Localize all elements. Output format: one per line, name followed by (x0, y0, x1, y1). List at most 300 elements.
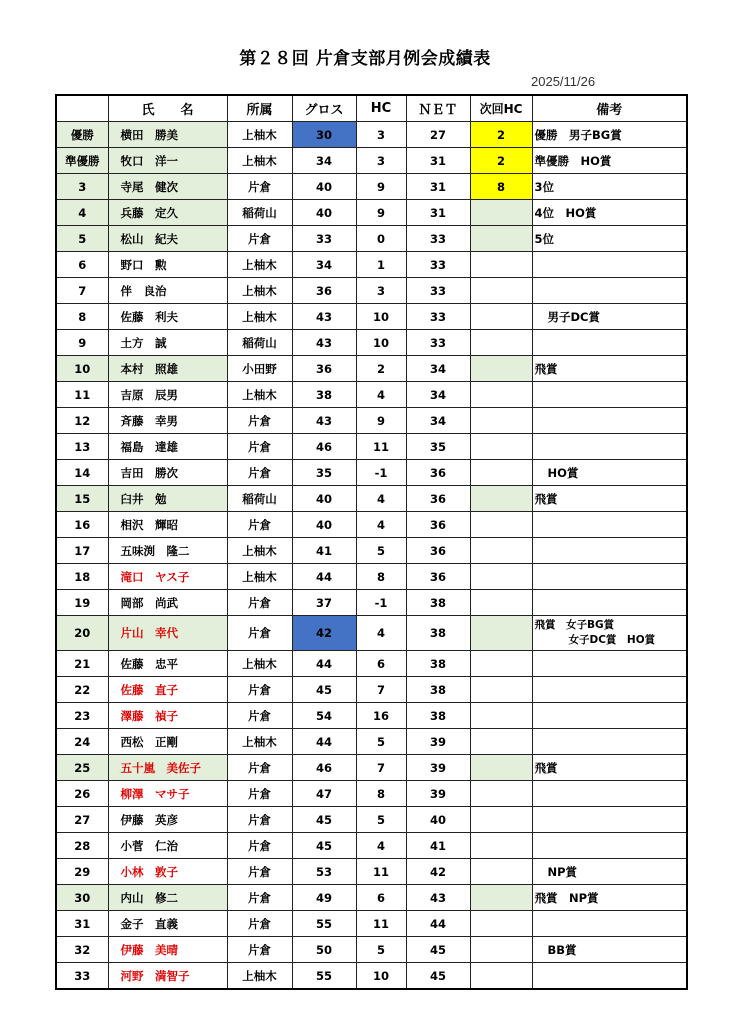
next-hc-cell (470, 755, 532, 781)
header-gross: グロス (292, 95, 356, 122)
remarks-cell (532, 729, 687, 755)
rank-cell: 24 (56, 729, 108, 755)
next-hc-cell (470, 807, 532, 833)
net-cell: 36 (406, 564, 470, 590)
hc-cell: 8 (356, 564, 406, 590)
remarks-cell: 飛賞 (532, 486, 687, 512)
table-row (56, 460, 687, 486)
event-date: 2025/11/26 (531, 74, 596, 89)
net-cell: 45 (406, 963, 470, 990)
gross-cell: 45 (292, 807, 356, 833)
name-cell: 岡部 尚武 (108, 590, 227, 616)
name-cell: 五味渕 隆二 (108, 538, 227, 564)
affiliation-cell: 上柚木 (227, 148, 292, 174)
affiliation-cell: 上柚木 (227, 304, 292, 330)
next-hc-cell: 2 (470, 122, 532, 148)
rank-cell: 21 (56, 651, 108, 677)
affiliation-cell: 片倉 (227, 703, 292, 729)
rank-cell: 32 (56, 937, 108, 963)
next-hc-cell: 2 (470, 148, 532, 174)
net-cell: 33 (406, 330, 470, 356)
affiliation-cell: 片倉 (227, 590, 292, 616)
header-affiliation: 所属 (227, 95, 292, 122)
next-hc-cell (470, 963, 532, 990)
affiliation-cell: 上柚木 (227, 564, 292, 590)
remarks-cell: 3位 (532, 174, 687, 200)
next-hc-cell (470, 590, 532, 616)
table-row (56, 885, 687, 911)
rank-cell: 17 (56, 538, 108, 564)
name-cell: 松山 紀夫 (108, 226, 227, 252)
name-cell: 五十嵐 美佐子 (108, 755, 227, 781)
net-cell: 33 (406, 226, 470, 252)
net-cell: 40 (406, 807, 470, 833)
next-hc-cell (470, 833, 532, 859)
name-cell: 西松 正剛 (108, 729, 227, 755)
table-row (56, 408, 687, 434)
next-hc-cell: 8 (470, 174, 532, 200)
remarks-cell (532, 538, 687, 564)
gross-cell: 42 (292, 616, 356, 651)
table-row (56, 564, 687, 590)
net-cell: 41 (406, 833, 470, 859)
affiliation-cell: 片倉 (227, 755, 292, 781)
gross-cell: 34 (292, 148, 356, 174)
remarks-cell (532, 781, 687, 807)
table-row (56, 833, 687, 859)
affiliation-cell: 上柚木 (227, 538, 292, 564)
name-cell: 土方 誠 (108, 330, 227, 356)
remarks-cell (532, 616, 687, 651)
gross-cell: 40 (292, 486, 356, 512)
table-row (56, 781, 687, 807)
affiliation-cell: 上柚木 (227, 382, 292, 408)
next-hc-cell (470, 408, 532, 434)
net-cell: 36 (406, 538, 470, 564)
table-row (56, 278, 687, 304)
hc-cell: 6 (356, 651, 406, 677)
hc-cell: 11 (356, 434, 406, 460)
name-cell: 吉田 勝次 (108, 460, 227, 486)
gross-cell: 43 (292, 408, 356, 434)
header-row (56, 95, 687, 122)
next-hc-cell (470, 226, 532, 252)
rank-cell: 14 (56, 460, 108, 486)
remarks-line-2: 女子DC賞 HO賞 (568, 634, 656, 646)
hc-cell: 10 (356, 304, 406, 330)
net-cell: 39 (406, 729, 470, 755)
gross-cell: 47 (292, 781, 356, 807)
hc-cell: 5 (356, 807, 406, 833)
remarks-cell (532, 434, 687, 460)
table-row (56, 807, 687, 833)
rank-cell: 23 (56, 703, 108, 729)
rank-cell: 22 (56, 677, 108, 703)
name-cell: 河野 満智子 (108, 963, 227, 990)
affiliation-cell: 上柚木 (227, 278, 292, 304)
net-cell: 45 (406, 937, 470, 963)
rank-cell: 準優勝 (56, 148, 108, 174)
next-hc-cell (470, 356, 532, 382)
gross-cell: 46 (292, 755, 356, 781)
hc-cell: 11 (356, 859, 406, 885)
name-cell: 佐藤 利夫 (108, 304, 227, 330)
remarks-cell: 飛賞 NP賞 (532, 885, 687, 911)
next-hc-cell (470, 616, 532, 651)
remarks-line-1: 飛賞 女子BG賞 (534, 619, 615, 631)
remarks-cell (532, 963, 687, 990)
net-cell: 35 (406, 434, 470, 460)
gross-cell: 53 (292, 859, 356, 885)
gross-cell: 54 (292, 703, 356, 729)
gross-cell: 36 (292, 278, 356, 304)
next-hc-cell (470, 859, 532, 885)
next-hc-cell (470, 885, 532, 911)
remarks-cell: NP賞 (532, 859, 687, 885)
hc-cell: 9 (356, 408, 406, 434)
remarks-cell (532, 330, 687, 356)
next-hc-cell (470, 382, 532, 408)
gross-cell: 34 (292, 252, 356, 278)
name-cell: 吉原 辰男 (108, 382, 227, 408)
hc-cell: 10 (356, 330, 406, 356)
net-cell: 42 (406, 859, 470, 885)
name-cell: 伊藤 美晴 (108, 937, 227, 963)
name-cell: 兵藤 定久 (108, 200, 227, 226)
rank-cell: 26 (56, 781, 108, 807)
remarks-cell (532, 833, 687, 859)
name-cell: 斉藤 幸男 (108, 408, 227, 434)
affiliation-cell: 片倉 (227, 226, 292, 252)
hc-cell: 16 (356, 703, 406, 729)
hc-cell: 4 (356, 486, 406, 512)
gross-cell: 38 (292, 382, 356, 408)
remarks-cell: 男子DC賞 (532, 304, 687, 330)
hc-cell: 11 (356, 911, 406, 937)
gross-cell: 50 (292, 937, 356, 963)
affiliation-cell: 上柚木 (227, 729, 292, 755)
gross-cell: 55 (292, 963, 356, 990)
gross-cell: 43 (292, 304, 356, 330)
rank-cell: 33 (56, 963, 108, 990)
remarks-cell (532, 911, 687, 937)
rank-cell: 5 (56, 226, 108, 252)
affiliation-cell: 片倉 (227, 911, 292, 937)
name-cell: 佐藤 忠平 (108, 651, 227, 677)
table-row (56, 729, 687, 755)
remarks-cell (532, 677, 687, 703)
header-hc: HC (356, 95, 406, 122)
net-cell: 31 (406, 200, 470, 226)
net-cell: 33 (406, 278, 470, 304)
affiliation-cell: 片倉 (227, 434, 292, 460)
table-row (56, 200, 687, 226)
rank-cell: 28 (56, 833, 108, 859)
affiliation-cell: 稲荷山 (227, 200, 292, 226)
hc-cell: 5 (356, 538, 406, 564)
affiliation-cell: 上柚木 (227, 252, 292, 278)
name-cell: 内山 修二 (108, 885, 227, 911)
rank-cell: 19 (56, 590, 108, 616)
name-cell: 福島 達雄 (108, 434, 227, 460)
net-cell: 31 (406, 174, 470, 200)
remarks-cell: BB賞 (532, 937, 687, 963)
net-cell: 36 (406, 512, 470, 538)
gross-cell: 55 (292, 911, 356, 937)
net-cell: 38 (406, 677, 470, 703)
table-row (56, 616, 687, 651)
next-hc-cell (470, 564, 532, 590)
name-cell: 滝口 ヤス子 (108, 564, 227, 590)
affiliation-cell: 稲荷山 (227, 330, 292, 356)
hc-cell: 3 (356, 148, 406, 174)
rank-cell: 10 (56, 356, 108, 382)
rank-cell: 16 (56, 512, 108, 538)
gross-cell: 37 (292, 590, 356, 616)
next-hc-cell (470, 434, 532, 460)
remarks-cell: 準優勝 HO賞 (532, 148, 687, 174)
remarks-cell (532, 590, 687, 616)
remarks-cell: 4位 HO賞 (532, 200, 687, 226)
table-row (56, 677, 687, 703)
next-hc-cell (470, 330, 532, 356)
next-hc-cell (470, 486, 532, 512)
table-row (56, 937, 687, 963)
table-row (56, 512, 687, 538)
name-cell: 伊藤 英彦 (108, 807, 227, 833)
rank-cell: 15 (56, 486, 108, 512)
name-cell: 片山 幸代 (108, 616, 227, 651)
gross-cell: 46 (292, 434, 356, 460)
next-hc-cell (470, 252, 532, 278)
affiliation-cell: 片倉 (227, 616, 292, 651)
table-row (56, 755, 687, 781)
table-row (56, 651, 687, 677)
affiliation-cell: 上柚木 (227, 651, 292, 677)
gross-cell: 43 (292, 330, 356, 356)
rank-cell: 13 (56, 434, 108, 460)
rank-cell: 4 (56, 200, 108, 226)
table-row (56, 434, 687, 460)
next-hc-cell (470, 460, 532, 486)
next-hc-cell (470, 703, 532, 729)
gross-cell: 40 (292, 512, 356, 538)
remarks-cell (532, 408, 687, 434)
table-row (56, 859, 687, 885)
affiliation-cell: 上柚木 (227, 122, 292, 148)
next-hc-cell (470, 729, 532, 755)
name-cell: 横田 勝美 (108, 122, 227, 148)
name-cell: 相沢 輝昭 (108, 512, 227, 538)
table-row (56, 122, 687, 148)
net-cell: 39 (406, 781, 470, 807)
remarks-cell (532, 703, 687, 729)
next-hc-cell (470, 677, 532, 703)
affiliation-cell: 片倉 (227, 408, 292, 434)
name-cell: 臼井 勉 (108, 486, 227, 512)
affiliation-cell: 片倉 (227, 859, 292, 885)
net-cell: 38 (406, 703, 470, 729)
table-row (56, 174, 687, 200)
net-cell: 36 (406, 460, 470, 486)
net-cell: 44 (406, 911, 470, 937)
name-cell: 牧口 洋一 (108, 148, 227, 174)
name-cell: 野口 勲 (108, 252, 227, 278)
table-row (56, 538, 687, 564)
results-table (55, 94, 688, 990)
header-net: ＮＥＴ (406, 95, 470, 122)
net-cell: 34 (406, 408, 470, 434)
remarks-cell: 飛賞 (532, 356, 687, 382)
remarks-cell (532, 252, 687, 278)
affiliation-cell: 片倉 (227, 460, 292, 486)
next-hc-cell (470, 538, 532, 564)
net-cell: 38 (406, 590, 470, 616)
page-title: 第２８回 片倉支部月例会成績表 (239, 49, 491, 69)
rank-cell: 20 (56, 616, 108, 651)
gross-cell: 33 (292, 226, 356, 252)
rank-cell: 27 (56, 807, 108, 833)
gross-cell: 36 (292, 356, 356, 382)
header-remarks: 備考 (532, 95, 687, 122)
net-cell: 38 (406, 651, 470, 677)
rank-cell: 9 (56, 330, 108, 356)
hc-cell: 5 (356, 937, 406, 963)
next-hc-cell (470, 304, 532, 330)
remarks-cell (532, 382, 687, 408)
rank-cell: 6 (56, 252, 108, 278)
gross-cell: 49 (292, 885, 356, 911)
hc-cell: 3 (356, 278, 406, 304)
rank-cell: 18 (56, 564, 108, 590)
name-cell: 澤藤 禎子 (108, 703, 227, 729)
affiliation-cell: 片倉 (227, 174, 292, 200)
affiliation-cell: 片倉 (227, 512, 292, 538)
hc-cell: 4 (356, 382, 406, 408)
affiliation-cell: 上柚木 (227, 963, 292, 990)
header-rank (56, 95, 108, 122)
hc-cell: 9 (356, 174, 406, 200)
gross-cell: 44 (292, 651, 356, 677)
next-hc-cell (470, 937, 532, 963)
hc-cell: 5 (356, 729, 406, 755)
rank-cell: 29 (56, 859, 108, 885)
affiliation-cell: 小田野 (227, 356, 292, 382)
net-cell: 33 (406, 252, 470, 278)
name-cell: 伴 良治 (108, 278, 227, 304)
hc-cell: 9 (356, 200, 406, 226)
table-row (56, 703, 687, 729)
name-cell: 本村 照雄 (108, 356, 227, 382)
remarks-cell (532, 651, 687, 677)
hc-cell: 7 (356, 755, 406, 781)
remarks-cell: 飛賞 (532, 755, 687, 781)
affiliation-cell: 片倉 (227, 833, 292, 859)
affiliation-cell: 片倉 (227, 937, 292, 963)
name-cell: 小林 敦子 (108, 859, 227, 885)
net-cell: 33 (406, 304, 470, 330)
net-cell: 34 (406, 382, 470, 408)
remarks-cell: 5位 (532, 226, 687, 252)
table-row (56, 590, 687, 616)
affiliation-cell: 稲荷山 (227, 486, 292, 512)
hc-cell: 4 (356, 833, 406, 859)
net-cell: 39 (406, 755, 470, 781)
hc-cell: 8 (356, 781, 406, 807)
name-cell: 佐藤 直子 (108, 677, 227, 703)
affiliation-cell: 片倉 (227, 781, 292, 807)
remarks-cell (532, 278, 687, 304)
gross-cell: 45 (292, 833, 356, 859)
table-row (56, 382, 687, 408)
next-hc-cell (470, 911, 532, 937)
table-row (56, 356, 687, 382)
table-row (56, 963, 687, 990)
name-cell: 柳澤 マサ子 (108, 781, 227, 807)
hc-cell: 10 (356, 963, 406, 990)
name-cell: 小菅 仁治 (108, 833, 227, 859)
header-name: 氏 名 (108, 95, 227, 122)
net-cell: 34 (406, 356, 470, 382)
gross-cell: 40 (292, 200, 356, 226)
gross-cell: 44 (292, 564, 356, 590)
remarks-cell: HO賞 (532, 460, 687, 486)
remarks-cell (532, 512, 687, 538)
rank-cell: 11 (56, 382, 108, 408)
rank-cell: 30 (56, 885, 108, 911)
gross-cell: 41 (292, 538, 356, 564)
rank-cell: 3 (56, 174, 108, 200)
net-cell: 36 (406, 486, 470, 512)
gross-cell: 44 (292, 729, 356, 755)
gross-cell: 30 (292, 122, 356, 148)
remarks-cell (532, 807, 687, 833)
hc-cell: 3 (356, 122, 406, 148)
rank-cell: 7 (56, 278, 108, 304)
rank-cell: 25 (56, 755, 108, 781)
next-hc-cell (470, 200, 532, 226)
rank-cell: 8 (56, 304, 108, 330)
net-cell: 27 (406, 122, 470, 148)
hc-cell: -1 (356, 590, 406, 616)
next-hc-cell (470, 512, 532, 538)
hc-cell: 4 (356, 616, 406, 651)
remarks-cell (532, 564, 687, 590)
next-hc-cell (470, 278, 532, 304)
gross-cell: 45 (292, 677, 356, 703)
hc-cell: 4 (356, 512, 406, 538)
table-row (56, 148, 687, 174)
table-row (56, 330, 687, 356)
hc-cell: 2 (356, 356, 406, 382)
hc-cell: 0 (356, 226, 406, 252)
rank-cell: 優勝 (56, 122, 108, 148)
hc-cell: 6 (356, 885, 406, 911)
net-cell: 38 (406, 616, 470, 651)
gross-cell: 40 (292, 174, 356, 200)
net-cell: 31 (406, 148, 470, 174)
name-cell: 寺尾 健次 (108, 174, 227, 200)
table-row (56, 226, 687, 252)
remarks-cell: 優勝 男子BG賞 (532, 122, 687, 148)
rank-cell: 31 (56, 911, 108, 937)
hc-cell: 1 (356, 252, 406, 278)
hc-cell: -1 (356, 460, 406, 486)
table-row (56, 911, 687, 937)
header-next-hc: 次回HC (470, 95, 532, 122)
hc-cell: 7 (356, 677, 406, 703)
affiliation-cell: 片倉 (227, 807, 292, 833)
